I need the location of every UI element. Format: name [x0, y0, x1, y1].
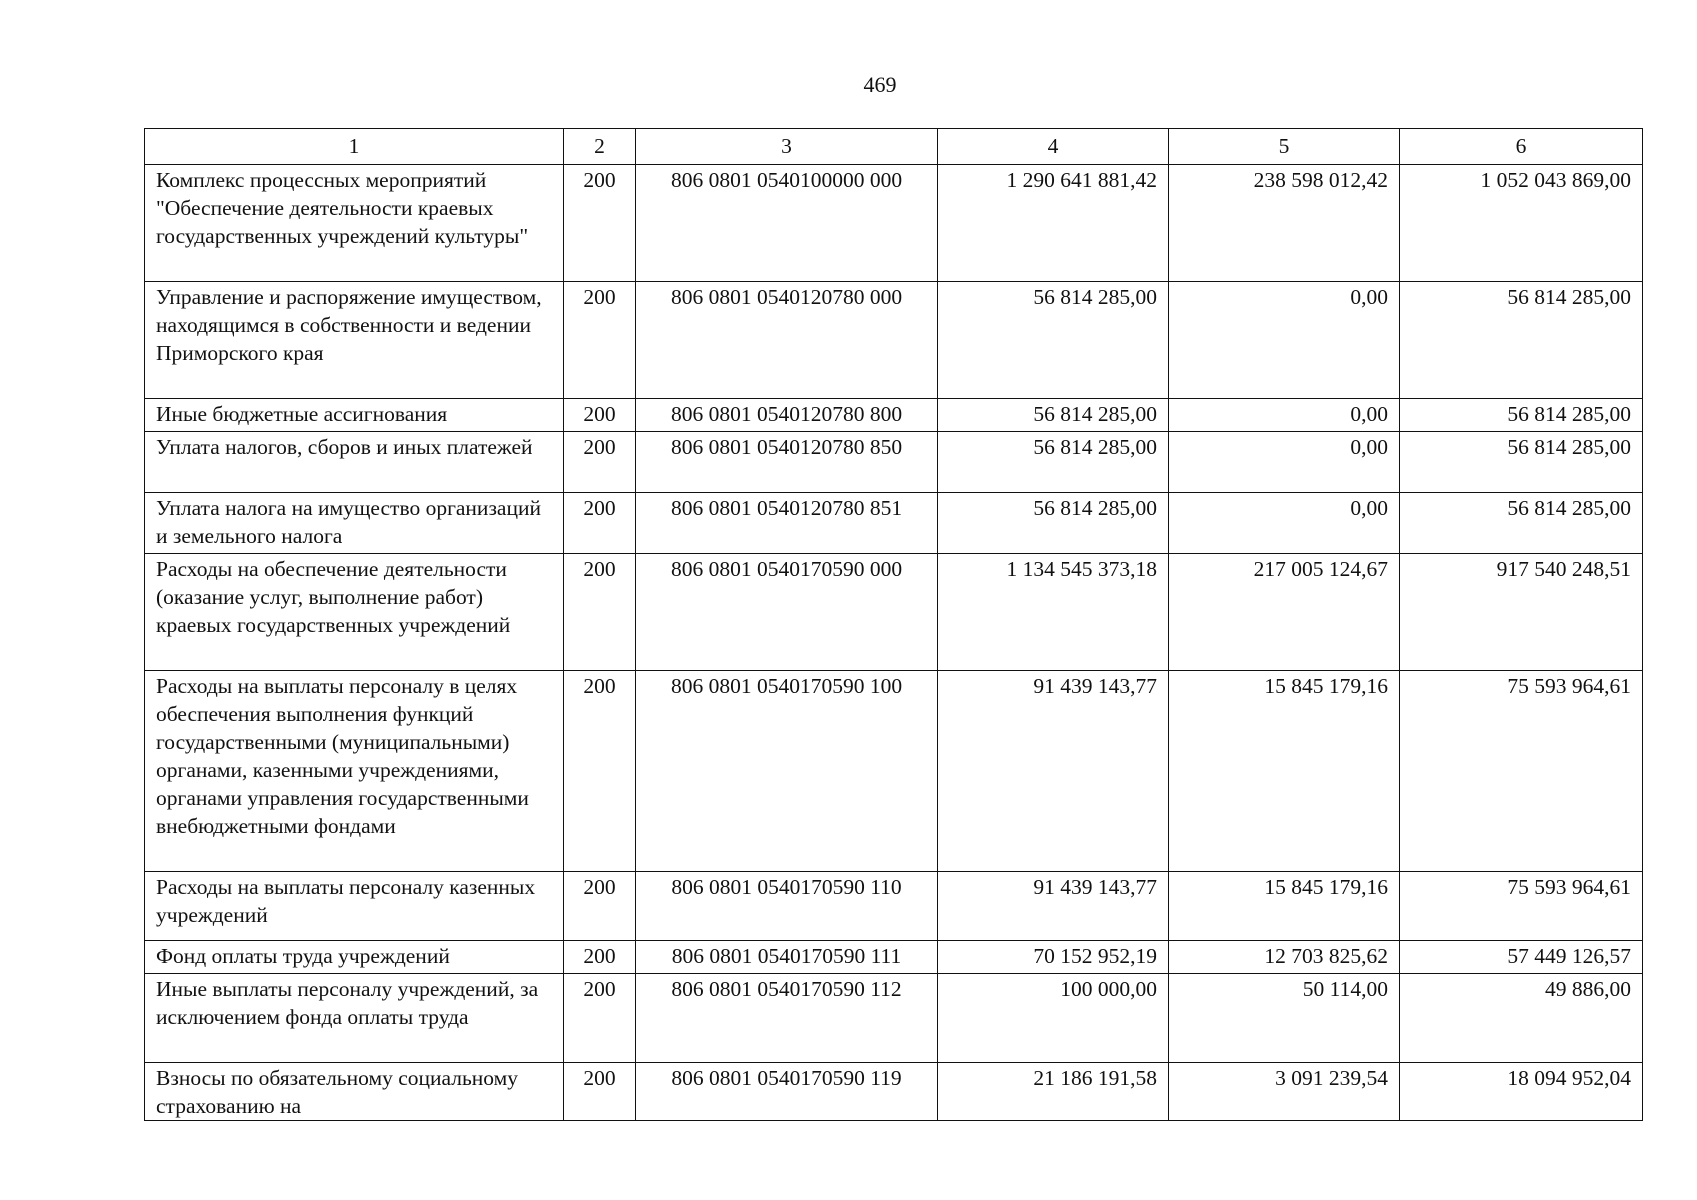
- table-row: [145, 282, 1643, 399]
- row-chapter: 200: [564, 872, 636, 941]
- header-col-4: 4: [938, 129, 1169, 165]
- row-code: 806 0801 0540170590 110: [636, 872, 938, 941]
- row-value-6: 75 593 964,61: [1400, 872, 1643, 941]
- row-name: Расходы на выплаты персоналу казенных учреждений: [145, 872, 564, 941]
- row-value-5: 15 845 179,16: [1169, 671, 1400, 872]
- budget-table: [144, 128, 1643, 1121]
- row-value-5: 0,00: [1169, 399, 1400, 432]
- row-code: 806 0801 0540120780 851: [636, 493, 938, 554]
- header-col-2: 2: [564, 129, 636, 165]
- row-chapter: 200: [564, 165, 636, 282]
- row-chapter: 200: [564, 282, 636, 399]
- row-name: Расходы на выплаты персоналу в целях обеспечения выполнения функций государственными (муниципальными) органами, казенными учреждениями, органами управления государственными внебюджетными фондами: [145, 671, 564, 872]
- row-value-6: 49 886,00: [1400, 974, 1643, 1063]
- row-value-4: 56 814 285,00: [938, 432, 1169, 493]
- row-value-4: 56 814 285,00: [938, 493, 1169, 554]
- row-code: 806 0801 0540120780 800: [636, 399, 938, 432]
- row-chapter: 200: [564, 1063, 636, 1121]
- row-code: 806 0801 0540120780 850: [636, 432, 938, 493]
- row-code: 806 0801 0540170590 111: [636, 941, 938, 974]
- row-value-5: 12 703 825,62: [1169, 941, 1400, 974]
- row-value-4: 21 186 191,58: [938, 1063, 1169, 1121]
- table-row: [145, 493, 1643, 554]
- row-name: Уплата налогов, сборов и иных платежей: [145, 432, 564, 493]
- row-value-6: 56 814 285,00: [1400, 432, 1643, 493]
- row-name: Иные выплаты персоналу учреждений, за исключением фонда оплаты труда: [145, 974, 564, 1063]
- table-row: [145, 1063, 1643, 1121]
- row-value-6: 75 593 964,61: [1400, 671, 1643, 872]
- row-value-6: 56 814 285,00: [1400, 399, 1643, 432]
- row-chapter: 200: [564, 399, 636, 432]
- table-row: [145, 974, 1643, 1063]
- row-name: Управление и распоряжение имуществом, находящимся в собственности и ведении Приморского края: [145, 282, 564, 399]
- row-value-5: 0,00: [1169, 432, 1400, 493]
- row-value-6: 917 540 248,51: [1400, 554, 1643, 671]
- table-row: [145, 554, 1643, 671]
- row-code: 806 0801 0540170590 119: [636, 1063, 938, 1121]
- header-col-6: 6: [1400, 129, 1643, 165]
- row-name: Уплата налога на имущество организаций и земельного налога: [145, 493, 564, 554]
- row-value-5: 50 114,00: [1169, 974, 1400, 1063]
- header-row: [145, 129, 1643, 165]
- row-value-4: 1 134 545 373,18: [938, 554, 1169, 671]
- table-row: [145, 872, 1643, 941]
- row-value-4: 100 000,00: [938, 974, 1169, 1063]
- header-col-3: 3: [636, 129, 938, 165]
- row-name: Взносы по обязательному социальному страхованию на: [145, 1063, 564, 1121]
- table-row: [145, 399, 1643, 432]
- row-name: Расходы на обеспечение деятельности (оказание услуг, выполнение работ) краевых государственных учреждений: [145, 554, 564, 671]
- row-chapter: 200: [564, 974, 636, 1063]
- row-value-6: 57 449 126,57: [1400, 941, 1643, 974]
- row-value-6: 56 814 285,00: [1400, 493, 1643, 554]
- row-value-4: 56 814 285,00: [938, 282, 1169, 399]
- row-value-5: 0,00: [1169, 493, 1400, 554]
- row-value-6: 18 094 952,04: [1400, 1063, 1643, 1121]
- row-value-6: 1 052 043 869,00: [1400, 165, 1643, 282]
- table-row: [145, 432, 1643, 493]
- row-chapter: 200: [564, 554, 636, 671]
- row-value-4: 91 439 143,77: [938, 872, 1169, 941]
- row-name: Фонд оплаты труда учреждений: [145, 941, 564, 974]
- row-value-5: 238 598 012,42: [1169, 165, 1400, 282]
- table-row: [145, 941, 1643, 974]
- table-row: [145, 165, 1643, 282]
- row-code: 806 0801 0540170590 112: [636, 974, 938, 1063]
- row-code: 806 0801 0540170590 000: [636, 554, 938, 671]
- row-value-5: 0,00: [1169, 282, 1400, 399]
- row-value-4: 56 814 285,00: [938, 399, 1169, 432]
- row-value-5: 3 091 239,54: [1169, 1063, 1400, 1121]
- header-col-5: 5: [1169, 129, 1400, 165]
- header-col-1: 1: [145, 129, 564, 165]
- row-value-4: 91 439 143,77: [938, 671, 1169, 872]
- row-chapter: 200: [564, 941, 636, 974]
- row-value-5: 217 005 124,67: [1169, 554, 1400, 671]
- row-value-4: 1 290 641 881,42: [938, 165, 1169, 282]
- row-chapter: 200: [564, 493, 636, 554]
- row-value-5: 15 845 179,16: [1169, 872, 1400, 941]
- row-name: Иные бюджетные ассигнования: [145, 399, 564, 432]
- row-value-6: 56 814 285,00: [1400, 282, 1643, 399]
- row-chapter: 200: [564, 432, 636, 493]
- row-name: Комплекс процессных мероприятий "Обеспечение деятельности краевых государственных учреждений культуры": [145, 165, 564, 282]
- row-code: 806 0801 0540100000 000: [636, 165, 938, 282]
- table-row: [145, 671, 1643, 872]
- row-chapter: 200: [564, 671, 636, 872]
- row-code: 806 0801 0540170590 100: [636, 671, 938, 872]
- row-value-4: 70 152 952,19: [938, 941, 1169, 974]
- row-code: 806 0801 0540120780 000: [636, 282, 938, 399]
- page-number: 469: [863, 72, 897, 97]
